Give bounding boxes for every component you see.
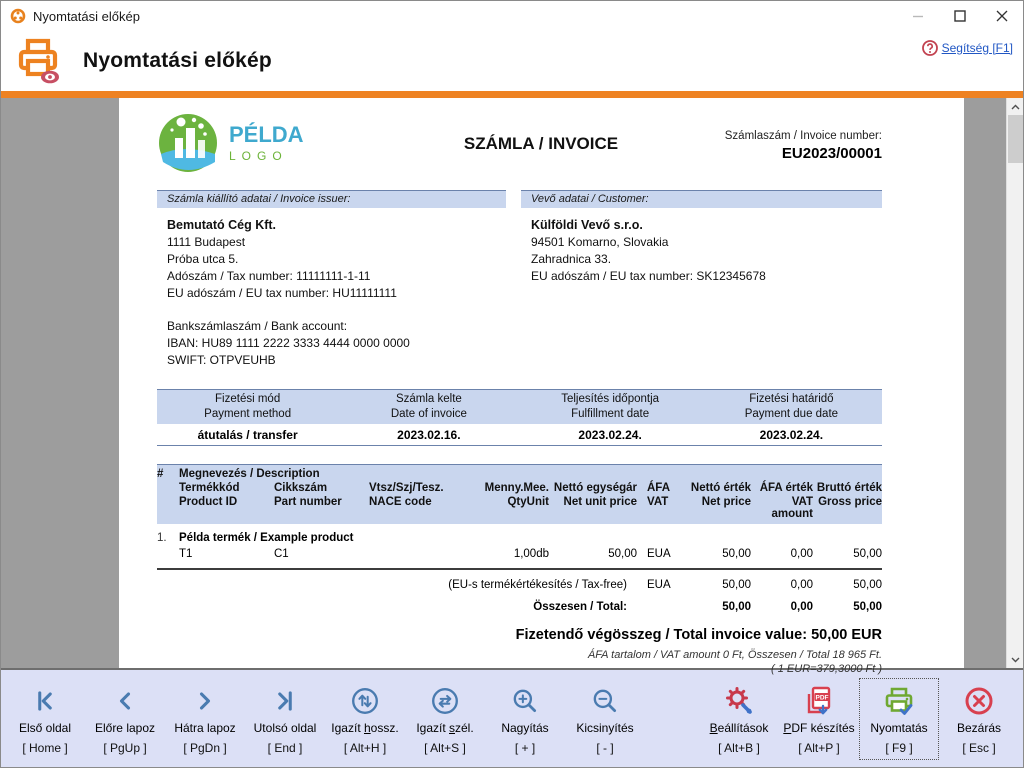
close-button[interactable]: Bezárás [ Esc ] xyxy=(939,678,1019,760)
create-pdf-button[interactable]: PDF PDF készítés [ Alt+P ] xyxy=(779,678,859,760)
customer-block xyxy=(521,208,882,285)
help-link-label[interactable]: Segítség [F1] xyxy=(941,41,1013,55)
issuer-tax-number: Adószám / Tax number: 11111111-1-11 xyxy=(167,269,371,283)
issuer-line: 1111 Budapest xyxy=(167,235,246,249)
help-link[interactable] xyxy=(922,40,1013,56)
col-nace-en: NACE code xyxy=(369,496,432,508)
last-page-icon xyxy=(271,684,299,718)
settings-shortcut: [ Alt+B ] xyxy=(718,740,760,755)
scrollbar-thumb[interactable] xyxy=(1008,115,1023,163)
bank-account-label: Bankszámlaszám / Bank account: xyxy=(167,319,348,333)
total-label: Összesen / Total: xyxy=(533,601,627,613)
app-logo-icon xyxy=(10,8,26,24)
col-product-id-en: Product ID xyxy=(179,496,238,508)
create-pdf-shortcut: [ Alt+P ] xyxy=(798,740,840,755)
customer-line: Zahradnica 33. xyxy=(531,252,612,266)
logo-text-secondary: LOGO xyxy=(229,148,288,163)
zoom-in-icon xyxy=(510,684,540,718)
item-gross: 50,00 xyxy=(853,548,882,560)
print-button[interactable]: Nyomtatás [ F9 ] xyxy=(859,678,939,760)
fulfillment-date-value: 2023.02.24. xyxy=(578,428,642,442)
payment-method-value: átutalás / transfer xyxy=(197,428,298,442)
fulfillment-date-header-hu: Teljesítés időpontja xyxy=(561,393,660,405)
close-window-button[interactable] xyxy=(981,1,1023,31)
total-row xyxy=(157,601,882,613)
col-vat-amount-hu: ÁFA érték xyxy=(759,482,813,494)
taxfree-gross: 50,00 xyxy=(853,579,882,591)
col-qty-en: QtyUnit xyxy=(507,496,549,508)
col-description: Megnevezés / Description xyxy=(179,468,320,480)
total-vat-amount: 0,00 xyxy=(790,601,813,613)
invoice-page xyxy=(119,98,964,675)
exchange-rate-footnote: ( 1 EUR=379,3000 Ft ) xyxy=(771,663,882,675)
vat-footnote-line1: ÁFA tartalom / VAT amount 0 Ft, Összesen / Total 18 965 Ft. xyxy=(587,649,882,661)
next-page-icon xyxy=(191,684,219,718)
zoom-out-icon xyxy=(590,684,620,718)
settings-button[interactable]: Beállítások [ Alt+B ] xyxy=(699,678,779,760)
item-vat-code: EUA xyxy=(647,548,671,560)
zoom-in-button[interactable]: Nagyítás [ + ] xyxy=(485,678,565,760)
col-num: # xyxy=(157,468,164,480)
col-net-hu: Nettó érték xyxy=(690,482,751,494)
customer-line: 94501 Komarno, Slovakia xyxy=(531,235,669,249)
svg-text:PDF: PDF xyxy=(815,693,829,701)
col-vat-en: VAT xyxy=(647,496,669,508)
total-gross: 50,00 xyxy=(853,601,882,613)
fit-height-icon xyxy=(350,684,380,718)
logo-text-primary: PÉLDA xyxy=(229,121,304,147)
invoice-date-header-en: Date of invoice xyxy=(390,408,467,420)
invoice-date-header-hu: Számla kelte xyxy=(395,393,462,405)
preview-area xyxy=(1,98,1023,675)
accent-bar xyxy=(1,91,1023,98)
item-vat-amount: 0,00 xyxy=(790,548,813,560)
item-number: 1. xyxy=(157,532,167,544)
issuer-eu-tax-number: EU adószám / EU tax number: HU11111111 xyxy=(167,286,397,300)
col-qty-hu: Menny.Mee. xyxy=(484,482,549,494)
titlebar xyxy=(1,1,1023,31)
fit-width-shortcut: [ Alt+S ] xyxy=(424,740,466,755)
pdf-icon xyxy=(803,684,835,718)
customer-eu-tax-number: EU adószám / EU tax number: SK12345678 xyxy=(531,269,766,283)
taxfree-vat-code: EUA xyxy=(647,579,671,591)
col-product-id-hu: Termékkód xyxy=(179,482,240,494)
page-title: Nyomtatási előkép xyxy=(83,49,272,72)
invoice-number: EU2023/00001 xyxy=(781,145,882,162)
close-icon xyxy=(963,684,995,718)
item-net: 50,00 xyxy=(722,548,751,560)
vertical-scrollbar[interactable] xyxy=(1006,98,1023,668)
item-row-values xyxy=(157,548,882,570)
item-nace xyxy=(369,548,469,560)
col-unit-price-en: Net unit price xyxy=(563,496,637,508)
taxfree-label: (EU-s termékértékesítés / Tax-free) xyxy=(448,579,627,591)
col-part-number-hu: Cikkszám xyxy=(274,482,328,494)
previous-page-button[interactable]: Előre lapoz [ PgUp ] xyxy=(85,678,165,760)
close-shortcut: [ Esc ] xyxy=(962,740,996,755)
app-header xyxy=(1,31,1023,91)
item-description: Példa termék / Example product xyxy=(179,532,354,544)
due-date-value: 2023.02.24. xyxy=(759,428,824,442)
fit-width-icon xyxy=(430,684,460,718)
taxfree-net: 50,00 xyxy=(722,579,751,591)
zoom-out-shortcut: [ - ] xyxy=(596,740,614,755)
invoice-number-label: Számlaszám / Invoice number: xyxy=(724,130,882,142)
bank-block xyxy=(157,318,882,369)
total-net: 50,00 xyxy=(722,601,751,613)
col-vat-hu: ÁFA xyxy=(647,482,670,494)
fit-height-shortcut: [ Alt+H ] xyxy=(343,740,387,755)
col-part-number-en: Part number xyxy=(274,496,342,508)
due-date-header-en: Payment due date xyxy=(744,408,839,420)
fit-height-button[interactable]: Igazít hossz. [ Alt+H ] xyxy=(325,678,405,760)
next-page-shortcut: [ PgDn ] xyxy=(183,740,227,755)
col-net-en: Net price xyxy=(701,496,751,508)
maximize-button[interactable] xyxy=(939,1,981,31)
issuer-heading: Számla kiállító adatai / Invoice issuer: xyxy=(157,190,506,208)
print-shortcut: [ F9 ] xyxy=(885,740,913,755)
previous-page-icon xyxy=(111,684,139,718)
col-nace-hu: Vtsz/Szj/Tesz. xyxy=(369,482,444,494)
fulfillment-date-header-en: Fulfillment date xyxy=(571,408,650,420)
col-unit-price-hu: Nettó egységár xyxy=(553,482,637,494)
issuer-name: Bemutató Cég Kft. xyxy=(167,218,277,232)
print-icon xyxy=(883,684,915,718)
taxfree-summary-row xyxy=(157,579,882,591)
print-preview-icon xyxy=(15,35,67,87)
due-date-header-hu: Fizetési határidő xyxy=(749,393,834,405)
vat-footnote xyxy=(157,648,882,676)
payment-method-header-en: Payment method xyxy=(204,408,292,420)
invoice-date-value: 2023.02.16. xyxy=(397,428,461,442)
bottom-toolbar xyxy=(1,668,1023,767)
settings-gear-icon xyxy=(723,684,755,718)
zoom-in-shortcut: [ + ] xyxy=(514,740,536,755)
item-product-id: T1 xyxy=(179,548,193,560)
col-gross-hu: Bruttó érték xyxy=(816,482,882,494)
grand-total: Fizetendő végösszeg / Total invoice value: 50,00 EUR xyxy=(515,627,882,643)
item-row xyxy=(157,532,882,544)
customer-name: Külföldi Vevő s.r.o. xyxy=(531,218,643,232)
item-unit-price: 50,00 xyxy=(608,548,637,560)
first-page-icon xyxy=(31,684,59,718)
window-title: Nyomtatási előkép xyxy=(33,8,140,24)
previous-page-shortcut: [ PgUp ] xyxy=(103,740,147,755)
customer-heading: Vevő adatai / Customer: xyxy=(521,190,882,208)
item-part-number: C1 xyxy=(274,548,289,560)
col-gross-en: Gross price xyxy=(818,496,882,508)
taxfree-vat-amount: 0,00 xyxy=(790,579,813,591)
items-table xyxy=(157,464,882,676)
last-page-shortcut: [ End ] xyxy=(267,740,303,755)
iban: IBAN: HU89 1111 2222 3333 4444 0000 0000 xyxy=(167,336,410,350)
help-icon xyxy=(922,40,938,56)
company-logo xyxy=(157,110,425,176)
logo-image xyxy=(157,110,219,176)
issuer-line: Próba utca 5. xyxy=(167,252,239,266)
scroll-down-arrow-icon[interactable] xyxy=(1007,651,1024,668)
last-page-button[interactable]: Utolsó oldal [ End ] xyxy=(245,678,325,760)
minimize-button[interactable] xyxy=(897,1,939,31)
item-qty: 1,00db xyxy=(513,548,549,560)
scroll-up-arrow-icon[interactable] xyxy=(1007,98,1024,115)
swift: SWIFT: OTPVEUHB xyxy=(167,353,276,367)
first-page-shortcut: [ Home ] xyxy=(22,740,68,755)
next-page-button[interactable]: Hátra lapoz [ PgDn ] xyxy=(165,678,245,760)
issuer-block xyxy=(157,208,506,302)
invoice-title: SZÁMLA / INVOICE xyxy=(463,134,619,153)
col-vat-amount-en: VAT amount xyxy=(771,496,813,520)
zoom-out-button[interactable]: Kicsinyítés [ - ] xyxy=(565,678,645,760)
payment-method-header-hu: Fizetési mód xyxy=(215,393,281,405)
fit-width-button[interactable]: Igazít szél. [ Alt+S ] xyxy=(405,678,485,760)
payment-info-table xyxy=(157,389,882,446)
first-page-button[interactable]: Első oldal [ Home ] xyxy=(5,678,85,760)
